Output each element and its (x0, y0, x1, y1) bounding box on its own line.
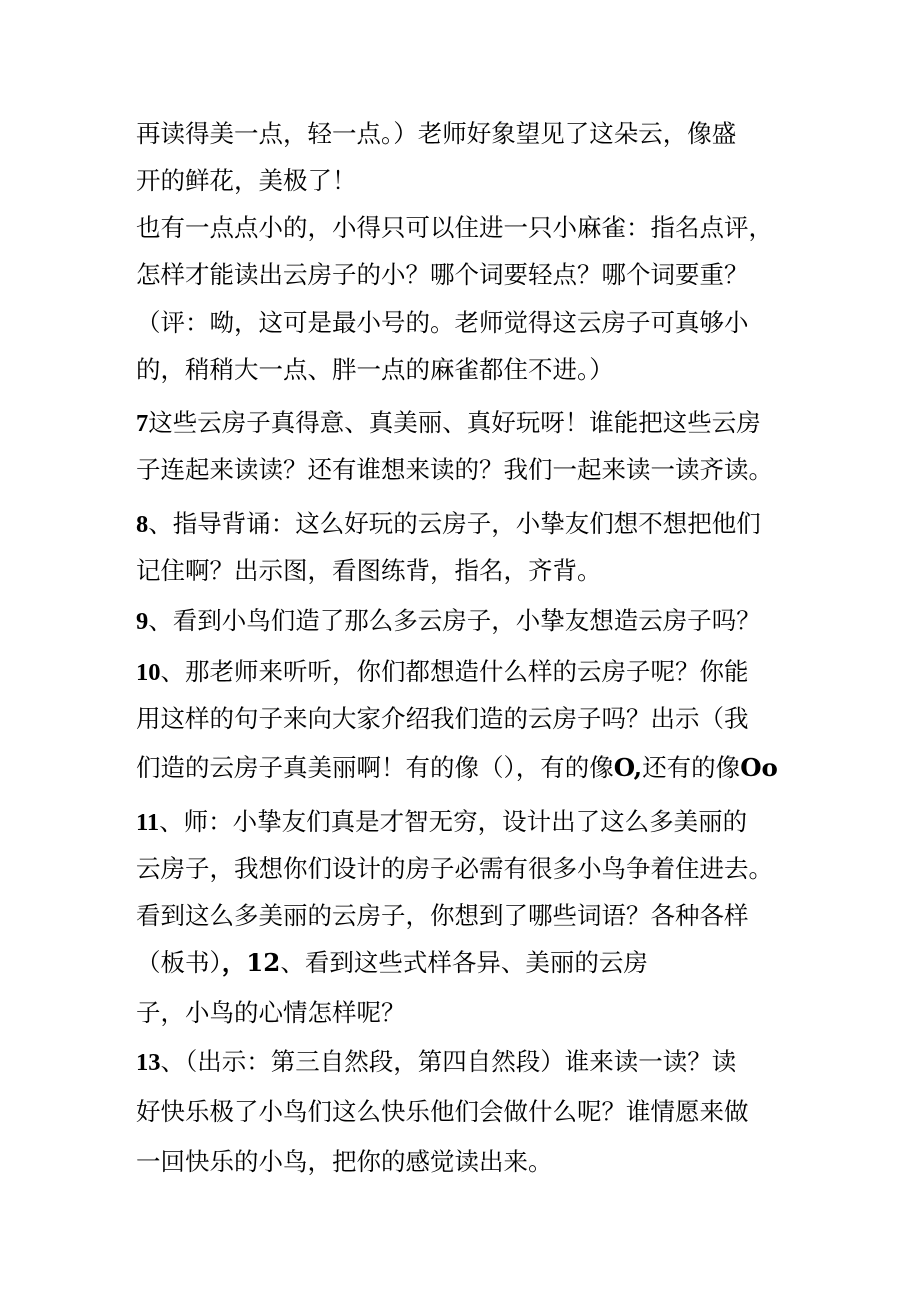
line-text: （板书） (136, 948, 222, 977)
line-text: 子，小鸟的心情怎样呢？ (136, 998, 406, 1027)
bold-text: Oo (740, 753, 778, 782)
line-text: （评：呦，这可是最小号的。老师觉得这云房子可真够小 (136, 308, 749, 337)
text-line (136, 703, 749, 735)
text-line (136, 1146, 553, 1178)
text-line (136, 900, 749, 932)
text-line (136, 259, 749, 291)
line-text: 的，稍稍大一点、胖一点的麻雀都住不进。） (136, 355, 614, 384)
text-line (136, 118, 736, 150)
text-line (136, 212, 773, 244)
line-text: 、指导背诵：这么好玩的云房子，小挚友们想不想把他们 (148, 509, 761, 538)
line-text: 、看到小鸟们造了那么多云房子，小挚友想造云房子吗？ (148, 606, 761, 635)
line-text: 、（出示：第三自然段，第四自然段）谁来读一读？读 (160, 1047, 737, 1076)
line-text: 还有的像 (642, 753, 741, 782)
text-line (136, 1046, 736, 1079)
line-text: 云房子，我想你们设计的房子必需有很多小鸟争着住进去。 (136, 854, 773, 883)
line-text: 子连起来读读？还有谁想来读的？我们一起来读一读齐读。 (136, 455, 773, 484)
text-line (136, 1096, 749, 1128)
step-number: 13 (136, 1049, 161, 1076)
text-line (136, 407, 761, 440)
line-text: 怎样才能读出云房子的小？哪个词要轻点？哪个词要重？ (136, 260, 749, 289)
line-text: 用这样的句子来向大家介绍我们造的云房子吗？出示（我 (136, 704, 749, 733)
line-text: 这些云房子真得意、真美丽、真好玩呀！谁能把这些云房 (148, 408, 761, 437)
bold-text: O, (613, 753, 643, 782)
step-number: 8 (136, 511, 149, 538)
line-text: 、看到这些式样各异、美丽的云房 (280, 948, 648, 977)
line-text: 再读得美一点，轻一点。）老师好象望见了这朵云，像盛 (136, 119, 737, 148)
line-text: 看到这么多美丽的云房子，你想到了哪些词语？各种各样 (136, 901, 749, 930)
text-line (136, 555, 602, 587)
text-line (136, 806, 747, 839)
line-text: 好快乐极了小鸟们这么快乐他们会做什么呢？谁情愿来做 (136, 1097, 749, 1126)
line-text: 、那老师来听听，你们都想造什么样的云房子呢？你能 (160, 657, 749, 686)
text-line (136, 947, 648, 979)
line-text: 开的鲜花，美极了！ (136, 166, 357, 195)
text-line (136, 354, 614, 386)
text-line (136, 656, 749, 689)
line-text: 记住啊？出示图，看图练背，指名，齐背。 (136, 556, 602, 585)
bold-text: ，12 (221, 948, 281, 977)
text-line (136, 454, 773, 486)
step-number: 10 (136, 659, 161, 686)
line-text: 们造的云房子真美丽啊！有的像（），有的像 (136, 753, 614, 782)
text-line (136, 997, 406, 1029)
text-line (136, 307, 749, 339)
text-line (136, 165, 357, 197)
line-text: 一回快乐的小鸟，把你的感觉读出来。 (136, 1147, 553, 1176)
text-line (136, 752, 778, 784)
text-line (136, 605, 761, 638)
text-line (136, 508, 761, 541)
step-number: 11 (136, 809, 160, 836)
text-line (136, 853, 773, 885)
step-number: 9 (136, 608, 149, 635)
line-text: 、师：小挚友们真是才智无穷，设计出了这么多美丽的 (159, 807, 748, 836)
step-number: 7 (136, 410, 149, 437)
line-text: 也有一点点小的，小得只可以住进一只小麻雀：指名点评， (136, 213, 773, 242)
